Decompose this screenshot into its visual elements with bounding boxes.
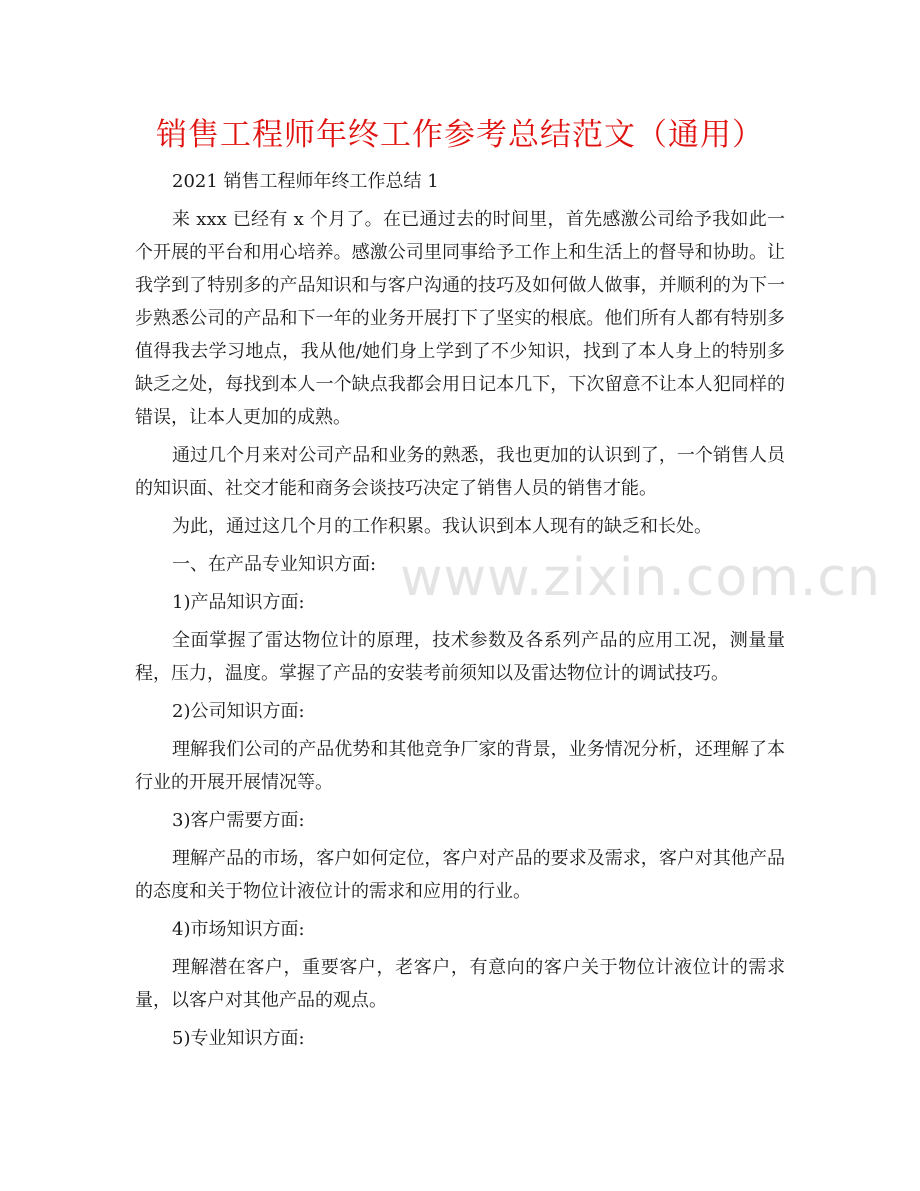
body-paragraph: 通过几个月来对公司产品和业务的熟悉，我也更加的认识到了，一个销售人员的知识面、社交才能和商务会谈技巧决定了销售人员的销售才能。 xyxy=(135,445,785,499)
body-paragraph: 理解产品的市场，客户如何定位，客户对产品的要求及需求，客户对其他产品的态度和关于物位计液位计的需求和应用的行业。 xyxy=(135,848,785,902)
body-paragraph: 理解我们公司的产品优势和其他竞争厂家的背景，业务情况分析，还理解了本行业的开展开展情况等。 xyxy=(135,739,785,793)
document-body xyxy=(135,165,785,1060)
subsection-heading: 2)公司知识方面: xyxy=(172,701,305,722)
subsection-heading: 1)产品知识方面: xyxy=(172,592,305,613)
document-title: 销售工程师年终工作参考总结范文（通用） xyxy=(156,117,764,153)
body-paragraph: 来 xxx 已经有 x 个月了。在已通过去的时间里，首先感激公司给予我如此一个开展的平台和用心培养。感激公司里同事给予工作上和生活上的督导和协助。让我学到了特别多的产品知识和与客户沟通的技巧及如何做人做事，并顺利的为下一步熟悉公司的产品和下一年的业务开展打下了坚实的根底。他们所有人都有特别多值得我去学习地点，我从他/她们身上学到了不少知识，找到了本人身上的特别多缺乏之处，每找到本人一个缺点我都会用日记本几下，下次留意不让本人犯同样的错误，让本人更加的成熟。 xyxy=(135,209,785,428)
section-heading: 一、在产品专业知识方面: xyxy=(172,554,377,575)
section-heading: 2021 销售工程师年终工作总结 1 xyxy=(172,171,439,192)
subsection-heading: 4)市场知识方面: xyxy=(172,919,305,940)
subsection-heading: 3)客户需要方面: xyxy=(172,810,305,831)
body-paragraph: 全面掌握了雷达物位计的原理，技术参数及各系列产品的应用工况，测量量程，压力，温度。掌握了产品的安装考前须知以及雷达物位计的调试技巧。 xyxy=(135,630,785,684)
body-paragraph: 理解潜在客户，重要客户，老客户，有意向的客户关于物位计液位计的需求量，以客户对其他产品的观点。 xyxy=(135,957,785,1011)
watermark: www.zixin.com.cn xyxy=(400,548,881,608)
subsection-heading: 5)专业知识方面: xyxy=(172,1028,305,1049)
body-paragraph: 为此，通过这几个月的工作积累。我认识到本人现有的缺乏和长处。 xyxy=(172,516,712,537)
